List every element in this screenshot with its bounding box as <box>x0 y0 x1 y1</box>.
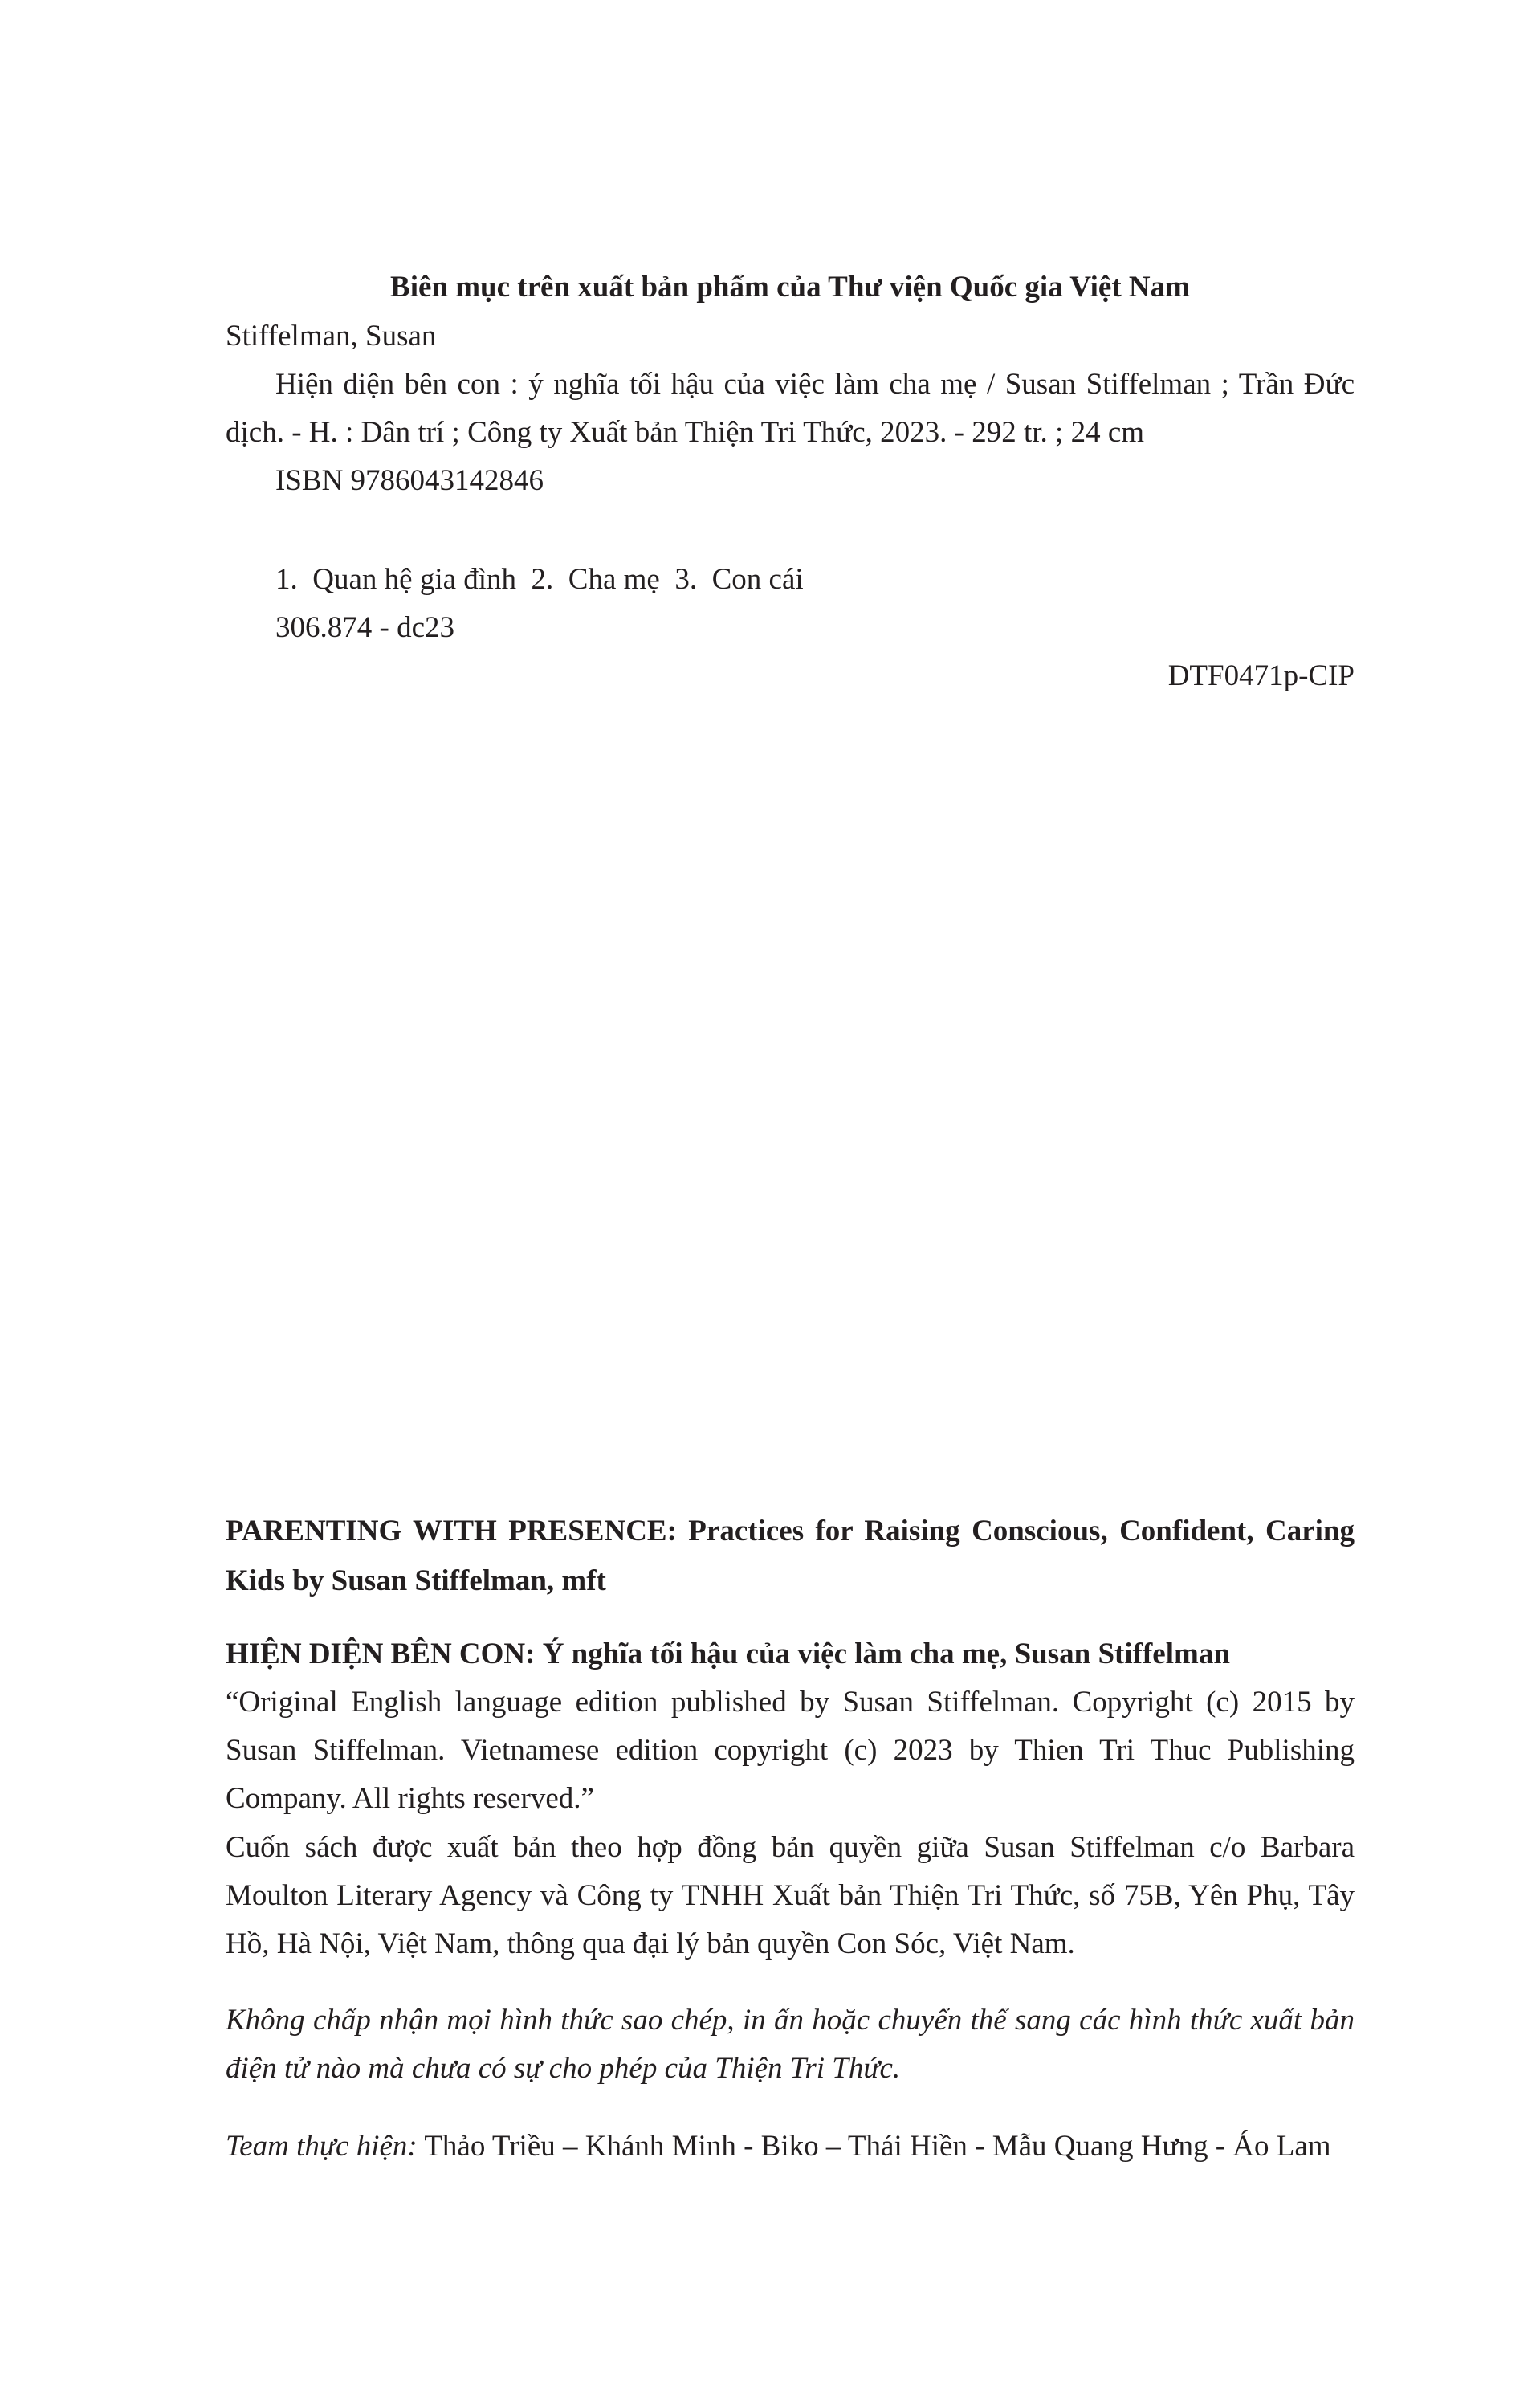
original-title: PARENTING WITH PRESENCE: Practices for Raising Conscious, Confident, Caring Kids by Susan Stiffelman, mft <box>226 1515 1355 1597</box>
team-credits <box>226 2123 1355 2171</box>
cip-isbn: ISBN 9786043142846 <box>275 464 544 497</box>
cip-record-code: DTF0471p-CIP <box>1167 659 1355 692</box>
cip-heading: Biên mục trên xuất bản phẩm của Thư viện Quốc gia Việt Nam <box>390 271 1190 304</box>
license-note: Cuốn sách được xuất bản theo hợp đồng bản quyền giữa Susan Stiffelman c/o Barbara Moulton Literary Agency và Công ty TNHH Xuất bản Thiện Tri Thức, số 75B, Yên Phụ, Tây Hồ, Hà Nội, Việt Nam, thông qua đại lý bản quyền Con Sóc, Việt Nam. <box>226 1831 1355 1960</box>
team-label: Team thực hiện: <box>226 2130 418 2163</box>
vietnamese-title: HIỆN DIỆN BÊN CON: Ý nghĩa tối hậu của việc làm cha mẹ, Susan Stiffelman <box>226 1637 1230 1670</box>
cip-author: Stiffelman, Susan <box>226 320 437 353</box>
cip-subjects: 1. Quan hệ gia đình 2. Cha mẹ 3. Con cái <box>275 563 804 596</box>
cip-description: Hiện diện bên con : ý nghĩa tối hậu của việc làm cha mẹ / Susan Stiffelman ; Trần Đức dịch. - H. : Dân trí ; Công ty Xuất bản Thiện Tri Thức, 2023. - 292 tr. ; 24 cm <box>226 368 1355 449</box>
team-members: Thảo Triều – Khánh Minh - Biko – Thái Hiền - Mẫu Quang Hưng - Áo Lam <box>417 2130 1331 2163</box>
copyright-notice: “Original English language edition published by Susan Stiffelman. Copyright (c) 2015 by Susan Stiffelman. Vietnamese edition copyright (c) 2023 by Thien Tri Thuc Publishing Company. All rights reserved.” <box>226 1686 1355 1815</box>
prohibition-notice: Không chấp nhận mọi hình thức sao chép, in ấn hoặc chuyển thể sang các hình thức xuất bản điện tử nào mà chưa có sự cho phép của Thiện Tri Thức. <box>226 2004 1355 2085</box>
cip-classification: 306.874 - dc23 <box>275 611 454 644</box>
